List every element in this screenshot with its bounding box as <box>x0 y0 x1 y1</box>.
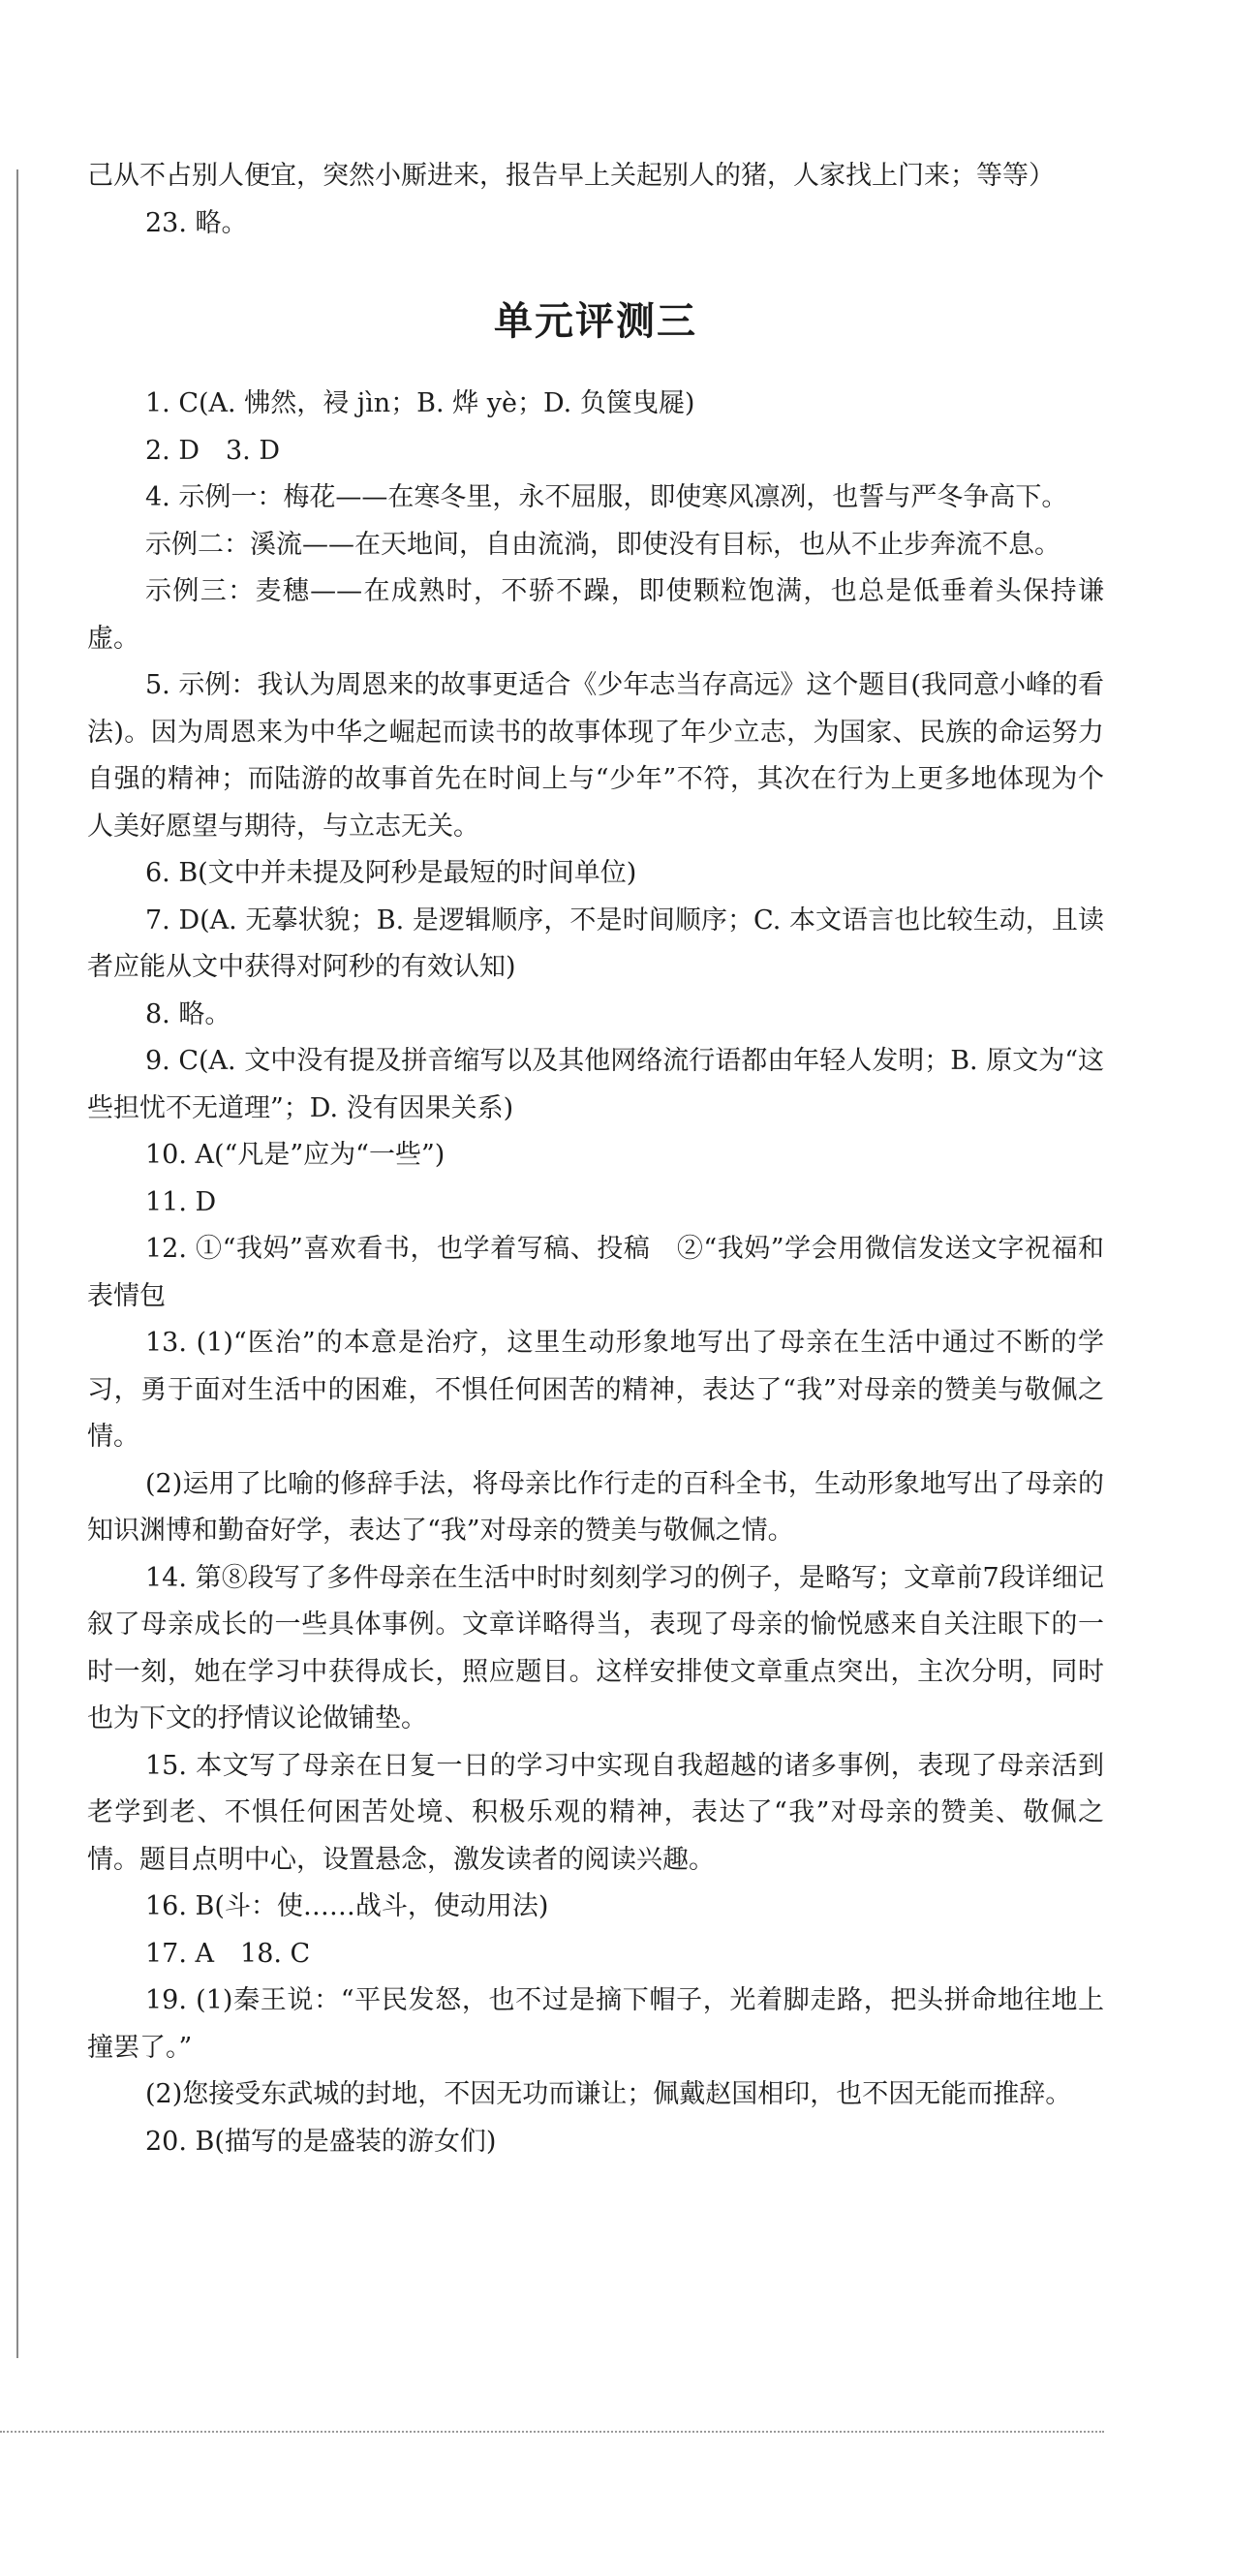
answer-15: 15. 本文写了母亲在日复一日的学习中实现自我超越的诸多事例，表现了母亲活到老学到老、不惧任何困苦处境、积极乐观的精神，表达了“我”对母亲的赞美、敬佩之情。题目点明中心，设置悬念，激发读者的阅读兴趣。 <box>87 1750 1104 1875</box>
answer-4-example-3: 示例三：麦穗——在成熟时，不骄不躁，即使颗粒饱满，也总是低垂着头保持谦虚。 <box>87 576 1104 654</box>
answer-6: 6. B(文中并未提及阿秒是最短的时间单位) <box>145 858 637 888</box>
answer-17-18: 17. A 18. C <box>145 1938 311 1969</box>
answer-4-example-2: 示例二：溪流——在天地间，自由流淌，即使没有目标，也从不止步奔流不息。 <box>145 529 1060 560</box>
answer-19-part-2: (2)您接受东武城的封地，不因无功而谦让；佩戴赵国相印，也不因无能而推辞。 <box>145 2079 1072 2109</box>
answer-19-part-1: 19. (1)秦王说：“平民发怒，也不过是摘下帽子，光着脚走路，把头拼命地往地上撞罢了。” <box>87 1985 1104 2063</box>
continuation-text: 己从不占别人便宜，突然小厮进来，报告早上关起别人的猪，人家找上门来；等等） <box>87 161 1055 191</box>
answer-7: 7. D(A. 无摹状貌；B. 是逻辑顺序，不是时间顺序；C. 本文语言也比较生动，且读者应能从文中获得对阿秒的有效认知) <box>87 905 1104 982</box>
answer-20: 20. B(描写的是盛装的游女们) <box>145 2126 497 2157</box>
answer-23: 23. 略。 <box>145 207 248 238</box>
bottom-dotted-rule <box>0 2431 1104 2433</box>
answer-12: 12. ①“我妈”喜欢看书，也学着写稿、投稿 ②“我妈”学会用微信发送文字祝福和表情包 <box>87 1234 1104 1311</box>
answer-9: 9. C(A. 文中没有提及拼音缩写以及其他网络流行语都由年轻人发明；B. 原文为“这些担忧不无道理”；D. 没有因果关系) <box>87 1046 1105 1123</box>
answer-5: 5. 示例：我认为周恩来的故事更适合《少年志当存高远》这个题目(我同意小峰的看法)。因为周恩来为中华之崛起而读书的故事体现了年少立志，为国家、民族的命运努力自强的精神；而陆游的故事首先在时间上与“少年”不符，其次在行为上更多地体现为个人美好愿望与期待，与立志无关。 <box>87 670 1104 842</box>
answer-2-3: 2. D 3. D <box>145 435 280 466</box>
answer-16: 16. B(斗：使……战斗，使动用法) <box>145 1891 549 1921</box>
answer-14: 14. 第⑧段写了多件母亲在生活中时时刻刻学习的例子，是略写；文章前7段详细记叙了母亲成长的一些具体事例。文章详略得当，表现了母亲的愉悦感来自关注眼下的一时一刻，她在学习中获得成长，照应题目。这样安排使文章重点突出，主次分明，同时也为下文的抒情议论做铺垫。 <box>87 1562 1104 1733</box>
answer-13-part-2: (2)运用了比喻的修辞手法，将母亲比作行走的百科全书，生动形象地写出了母亲的知识渊博和勤奋好学，表达了“我”对母亲的赞美与敬佩之情。 <box>87 1468 1104 1546</box>
answer-4-example-1: 4. 示例一：梅花——在寒冬里，永不屈服，即使寒风凛冽，也誓与严冬争高下。 <box>145 482 1068 512</box>
left-margin-rule <box>16 169 18 2358</box>
answer-13-part-1: 13. (1)“医治”的本意是治疗，这里生动形象地写出了母亲在生活中通过不断的学习，勇于面对生活中的困难，不惧任何困苦的精神，表达了“我”对母亲的赞美与敬佩之情。 <box>87 1328 1104 1452</box>
answer-content <box>87 153 1104 2165</box>
answer-1: 1. C(A. 怫然，祲 jìn；B. 烨 yè；D. 负箧曳屣) <box>145 388 695 418</box>
answer-10: 10. A(“凡是”应为“一些”) <box>145 1140 446 1170</box>
section-title: 单元评测三 <box>494 299 697 344</box>
answer-11: 11. D <box>145 1186 217 1217</box>
answer-8: 8. 略。 <box>145 998 231 1029</box>
